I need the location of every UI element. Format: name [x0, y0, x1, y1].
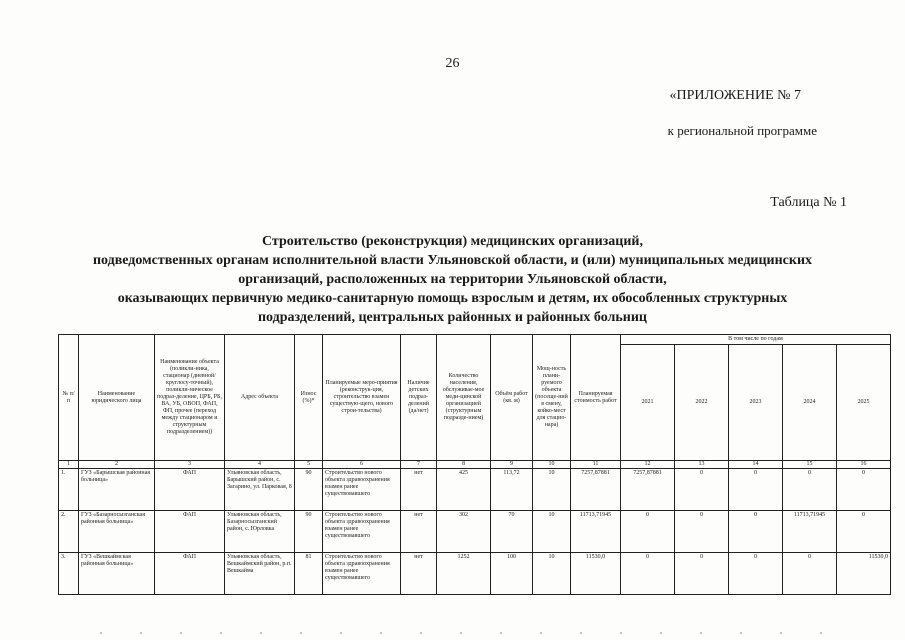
row-cost: 7257,87881: [571, 469, 621, 511]
row-wear: 81: [295, 553, 323, 595]
row-type: ФАП: [155, 553, 225, 595]
row-2025: 0: [837, 511, 891, 553]
header-year: 2021: [621, 345, 675, 461]
row-address: Ульяновская область, Барышский район, с. Загарино, ул. Парковая, 8: [225, 469, 295, 511]
header-num: № п/п: [59, 335, 79, 461]
row-wear: 90: [295, 469, 323, 511]
header-population: Количество населения, обслуживае-мое меди-цинской организацией (структурным подразде-нием): [437, 335, 491, 461]
document-title: [20, 232, 885, 327]
column-number: 12: [621, 461, 675, 469]
row-entity: ГУЗ «Вешкаймская районная больница»: [79, 553, 155, 595]
header-year: 2022: [675, 345, 729, 461]
title-line: подразделений, центральных районных и районных больниц: [257, 310, 647, 325]
row-2023: 0: [729, 511, 783, 553]
row-children: нет: [401, 469, 437, 511]
column-number: 14: [729, 461, 783, 469]
column-number: 8: [437, 461, 491, 469]
column-number: 9: [491, 461, 533, 469]
column-number: 7: [401, 461, 437, 469]
row-planned: Строительство нового объекта здравоохранения взамен ранее существовавшего: [323, 469, 401, 511]
column-number: 1: [59, 461, 79, 469]
header-capacity: Мощ-ность плани-руемого объекта (посеще-ний в смену, койко-мест для стацио-нара): [533, 335, 571, 461]
row-2024: 0: [783, 553, 837, 595]
row-cost: 11713,71945: [571, 511, 621, 553]
row-2021: 7257,87881: [621, 469, 675, 511]
header-planned: Планируемые меро-приятия (реконструк-ция, строительство взамен существую-щего, нового строи-тельства): [323, 335, 401, 461]
column-number: 6: [323, 461, 401, 469]
header-object-type: Наименование объекта (поликли-ника, стационар (дневной/круглосу-точный), поликли-ническое подраз-деление, ЦРБ, РБ, ВА, УБ, ОВОП, ФАП, ФП, прочее (переход между стационаром и структурным подразделением)): [155, 335, 225, 461]
row-2021: 0: [621, 511, 675, 553]
row-capacity: 10: [533, 469, 571, 511]
header-year: 2025: [837, 345, 891, 461]
row-volume: 113,72: [491, 469, 533, 511]
table-number: Таблица № 1: [770, 195, 847, 210]
header-year: 2024: [783, 345, 837, 461]
header-address: Адрес объекта: [225, 335, 295, 461]
column-number: 4: [225, 461, 295, 469]
row-2022: 0: [675, 469, 729, 511]
column-number: 13: [675, 461, 729, 469]
header-year: 2023: [729, 345, 783, 461]
header-volume: Объём работ (кв. м): [491, 335, 533, 461]
scan-artifact-line: [100, 632, 860, 634]
row-2024: 11713,71945: [783, 511, 837, 553]
column-number: 15: [783, 461, 837, 469]
row-2025: 11530,0: [837, 553, 891, 595]
row-2025: 0: [837, 469, 891, 511]
construction-table: [58, 334, 891, 595]
table-row: [59, 469, 891, 511]
table-row: [59, 511, 891, 553]
row-num: 2.: [59, 511, 79, 553]
header-cost: Планируемая стоимость работ: [571, 335, 621, 461]
column-number: 5: [295, 461, 323, 469]
header-children: Наличие детских подраз-делений (да/нет): [401, 335, 437, 461]
table-row: [59, 553, 891, 595]
row-cost: 11530,0: [571, 553, 621, 595]
row-population: 425: [437, 469, 491, 511]
row-capacity: 10: [533, 553, 571, 595]
row-2023: 0: [729, 553, 783, 595]
column-number: 16: [837, 461, 891, 469]
header-legal-entity: Наименование юридического лица: [79, 335, 155, 461]
header-by-years: В том числе по годам: [621, 335, 891, 345]
column-number: 3: [155, 461, 225, 469]
row-planned: Строительство нового объекта здравоохранения взамен ранее существовавшего: [323, 511, 401, 553]
title-line: организаций, расположенных на территории Ульяновской области,: [238, 272, 667, 287]
title-line: подведомственных органам исполнительной власти Ульяновской области, и (или) муниципальных медицинских: [92, 253, 813, 268]
header-wear: Износ (%)*: [295, 335, 323, 461]
row-address: Ульяновская область, Вешкаймский район, р.п. Вешкайма: [225, 553, 295, 595]
row-volume: 100: [491, 553, 533, 595]
column-number: 11: [571, 461, 621, 469]
row-population: 302: [437, 511, 491, 553]
row-address: Ульяновская область, Базарносызганский район, с. Юрловка: [225, 511, 295, 553]
row-capacity: 10: [533, 511, 571, 553]
row-2022: 0: [675, 511, 729, 553]
row-num: 3.: [59, 553, 79, 595]
row-entity: ГУЗ «Базарносызганская районная больница»: [79, 511, 155, 553]
title-line: оказывающих первичную медико-санитарную помощь взрослым и детям, их обособленных структурных: [117, 291, 788, 306]
row-volume: 70: [491, 511, 533, 553]
appendix-heading: «ПРИЛОЖЕНИЕ № 7: [669, 88, 801, 103]
row-wear: 90: [295, 511, 323, 553]
row-2022: 0: [675, 553, 729, 595]
row-type: ФАП: [155, 511, 225, 553]
row-population: 1252: [437, 553, 491, 595]
row-2021: 0: [621, 553, 675, 595]
row-planned: Строительство нового объекта здравоохранения взамен ранее существовавшего: [323, 553, 401, 595]
row-children: нет: [401, 553, 437, 595]
program-subheading: к региональной программе: [667, 123, 817, 138]
row-2023: 0: [729, 469, 783, 511]
column-number: 2: [79, 461, 155, 469]
row-type: ФАП: [155, 469, 225, 511]
row-entity: ГУЗ «Барышская районная больница»: [79, 469, 155, 511]
row-num: 1.: [59, 469, 79, 511]
column-number-row: [59, 461, 891, 469]
row-children: нет: [401, 511, 437, 553]
page-number: 26: [445, 56, 460, 71]
column-number: 10: [533, 461, 571, 469]
row-2024: 0: [783, 469, 837, 511]
title-line: Строительство (реконструкция) медицинских организаций,: [261, 234, 643, 249]
